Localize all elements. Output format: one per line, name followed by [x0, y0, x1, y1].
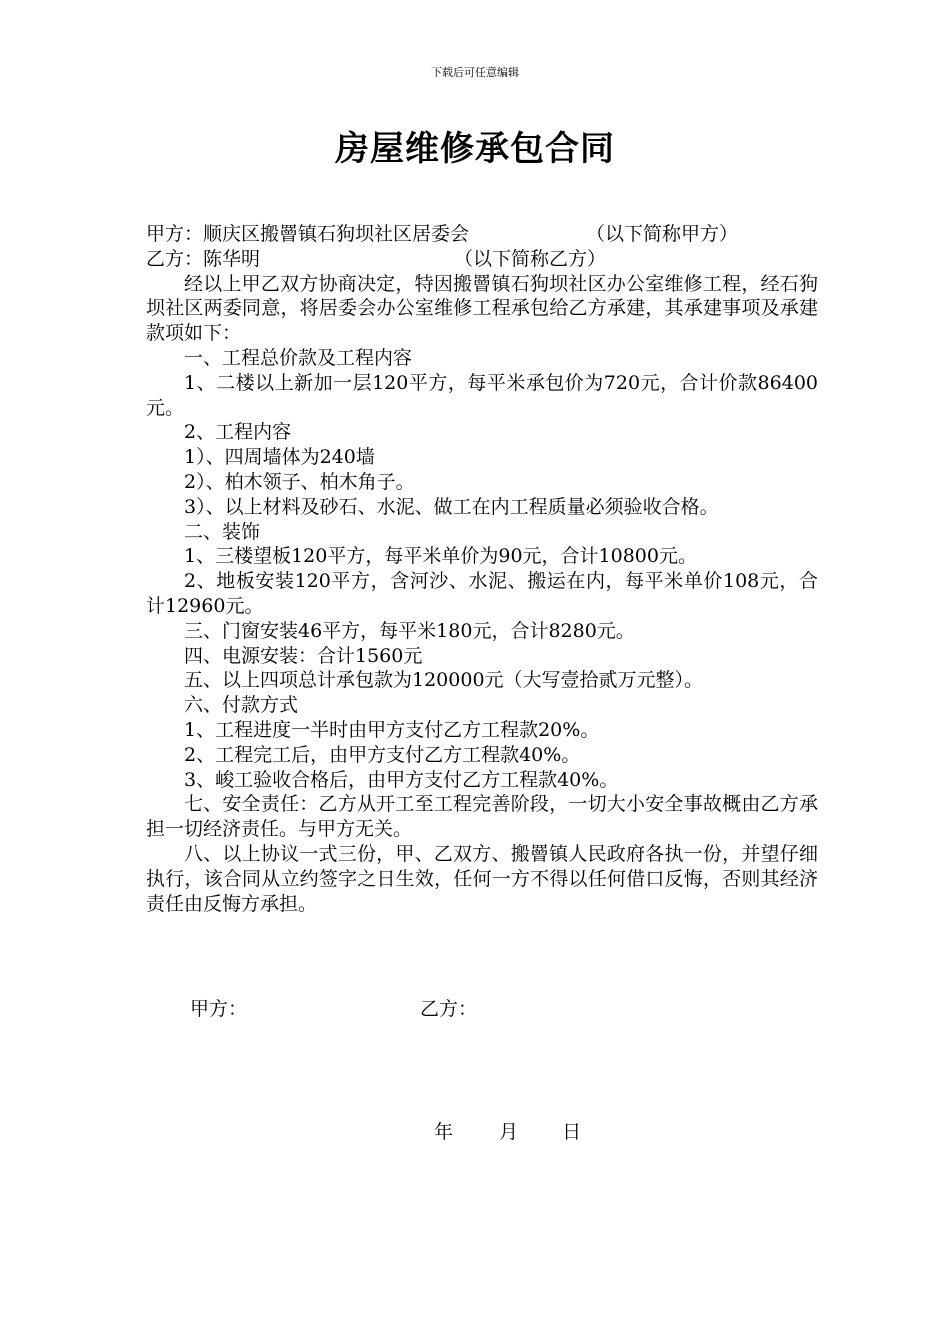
- section-7: 七、安全责任：乙方从开工至工程完善阶段，一切大小安全事故概由乙方承担一切经济责任。与甲方无关。: [146, 793, 818, 841]
- date-year: 年: [434, 1121, 454, 1143]
- party-b-alias: （以下简称乙方）: [454, 247, 607, 270]
- section-1-item-2-2: 2）、柏木领子、柏木角子。: [184, 470, 415, 493]
- section-1-item-1: 1、二楼以上新加一层120平方，每平米承包价为720元，合计价款86400元。: [146, 371, 818, 419]
- section-1-heading: 一、工程总价款及工程内容: [184, 346, 413, 369]
- section-2-item-2: 2、地板安装120平方，含河沙、水泥、搬运在内，每平米单价108元，合计12960元。: [146, 570, 818, 617]
- section-6-item-2: 2、工程完工后，由甲方支付乙方工程款40%。: [184, 743, 581, 766]
- section-8: 八、以上协议一式三份，甲、乙双方、搬罾镇人民政府各执一份，并望仔细执行，该合同从立约签字之日生效，任何一方不得以任何借口反悔，否则其经济责任由反悔方承担。: [146, 842, 818, 915]
- header-note: 下载后可任意编辑: [431, 66, 519, 79]
- section-3: 三、门窗安装46平方，每平米180元，合计8280元。: [184, 619, 635, 642]
- section-1-item-2-3: 3）、以上材料及砂石、水泥、做工在内工程质量必须验收合格。: [184, 495, 719, 518]
- section-2-item-1: 1、三楼望板120平方，每平米单价为90元，合计10800元。: [184, 545, 697, 568]
- date-day: 日: [562, 1121, 582, 1143]
- party-b-label: 乙方：陈华明: [146, 247, 261, 270]
- section-5: 五、以上四项总计承包款为120000元（大写壹拾贰万元整）。: [184, 669, 704, 692]
- section-1-item-2: 2、工程内容: [184, 421, 292, 444]
- section-6-item-1: 1、工程进度一半时由甲方支付乙方工程款20%。: [184, 718, 600, 741]
- intro-paragraph: 经以上甲乙双方协商决定，特因搬罾镇石狗坝社区办公室维修工程，经石狗坝社区两委同意，将居委会办公室维修工程承包给乙方承建，其承建事项及承建款项如下：: [146, 272, 818, 345]
- party-b-row: [146, 247, 818, 272]
- section-1-item-2-1: 1）、四周墙体为240墙: [184, 446, 375, 469]
- date-month: 月: [499, 1121, 519, 1143]
- document-title: 房屋维修承包合同: [335, 129, 615, 169]
- section-4: 四、电源安装：合计1560元: [184, 644, 423, 667]
- party-a-row: [146, 222, 818, 247]
- signature-party-b: 乙方：: [420, 998, 478, 1020]
- contract-body: [146, 222, 818, 916]
- signature-party-a: 甲方：: [190, 998, 248, 1020]
- section-6-heading: 六、付款方式: [184, 694, 299, 717]
- party-a-label: 甲方：顺庆区搬罾镇石狗坝社区居委会: [146, 223, 470, 245]
- date-row: [434, 1120, 581, 1145]
- section-6-item-3: 3、峻工验收合格后，由甲方支付乙方工程款40%。: [184, 768, 619, 791]
- party-a-alias: （以下简称甲方）: [586, 223, 739, 245]
- signature-row: [190, 997, 477, 1022]
- section-2-heading: 二、装饰: [184, 520, 261, 543]
